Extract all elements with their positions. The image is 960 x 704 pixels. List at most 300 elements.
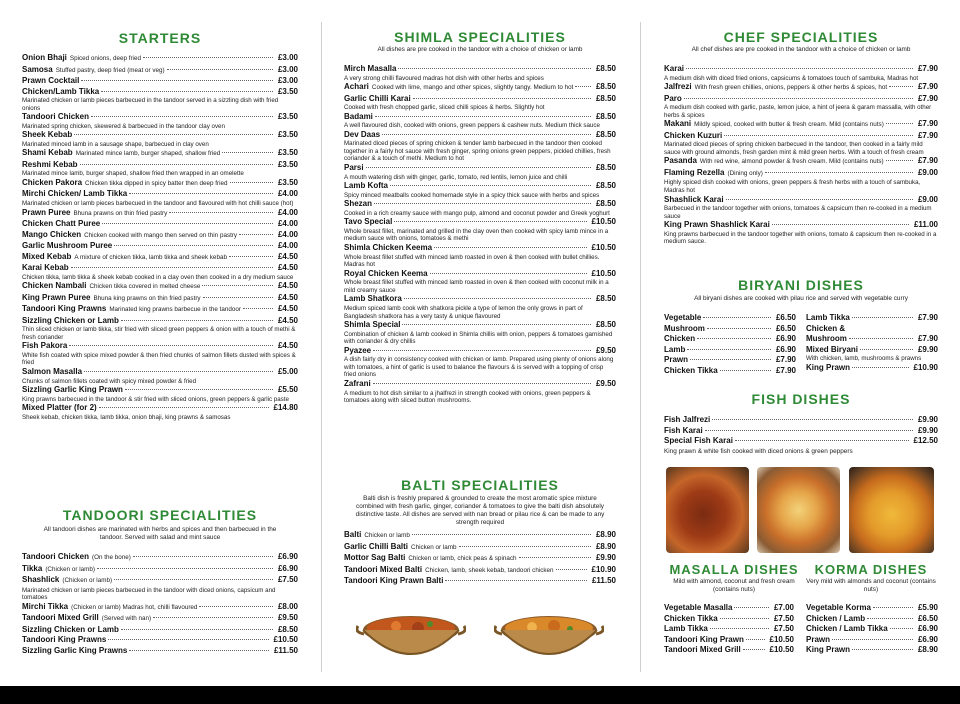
menu-item-name: Vegetable bbox=[664, 313, 702, 322]
dot-leader bbox=[860, 349, 913, 350]
menu-item-price: £3.50 bbox=[277, 112, 298, 122]
menu-item bbox=[22, 281, 298, 293]
dot-leader bbox=[121, 320, 273, 321]
dot-leader bbox=[97, 568, 273, 569]
biryani-left-list bbox=[664, 313, 796, 376]
menu-item-price: £10.90 bbox=[913, 362, 938, 372]
menu-item-name: Tandoori Mixed Balti bbox=[344, 564, 423, 574]
biryani-list bbox=[664, 313, 938, 376]
dot-leader bbox=[239, 234, 273, 235]
dot-leader bbox=[849, 338, 913, 339]
menu-item-note: King prawns barbecued in the tandoor together with onions, tomato & capsicum then re-cooked in a medium sauce. bbox=[664, 230, 937, 246]
food-photo-biryani bbox=[757, 467, 840, 553]
menu-item-price: £4.50 bbox=[277, 341, 298, 351]
menu-item-note: Barbecued in the tandoor together with onions, tomatoes & capsicum then re-cooked in a medium sauce bbox=[664, 205, 932, 220]
menu-item-row bbox=[344, 163, 616, 174]
menu-item bbox=[664, 131, 938, 157]
menu-item-name: Mushroom bbox=[664, 323, 705, 333]
menu-item bbox=[344, 199, 616, 217]
menu-item-price: £7.90 bbox=[917, 313, 938, 322]
menu-item bbox=[22, 304, 298, 316]
food-photo-fish bbox=[849, 467, 934, 553]
menu-item-row bbox=[344, 199, 616, 210]
menu-item bbox=[806, 603, 938, 614]
menu-item-row bbox=[344, 565, 616, 577]
menu-item-row bbox=[22, 87, 298, 98]
menu-item-price: £11.50 bbox=[273, 645, 298, 655]
menu-item bbox=[344, 181, 616, 199]
menu-item-note: Marinated mince lamb, burger shaped, shallow fried then wrapped in an omelette bbox=[22, 170, 244, 178]
biryani-right-list bbox=[806, 313, 938, 376]
masalla-heading: MASALLA DISHES bbox=[669, 562, 799, 577]
dot-leader bbox=[101, 91, 273, 92]
menu-item-note: Marinated minced lamb in a sausage shape, barbecued in clay oven bbox=[22, 140, 209, 148]
menu-item bbox=[344, 346, 616, 379]
menu-item-row bbox=[22, 230, 298, 242]
fish-note: King prawn & white fish cooked with diced onions & green peppers bbox=[664, 448, 853, 455]
menu-item-row bbox=[22, 293, 298, 305]
menu-item-name: Prawn Cocktail bbox=[22, 76, 80, 85]
menu-item-row bbox=[344, 346, 616, 357]
fish-list bbox=[664, 415, 938, 447]
menu-item bbox=[22, 76, 298, 87]
menu-item-row bbox=[22, 208, 298, 220]
menu-item-name: Mixed Platter (for 2) bbox=[22, 403, 97, 413]
menu-item-row bbox=[22, 575, 298, 587]
menu-item bbox=[22, 646, 298, 657]
menu-item bbox=[664, 220, 938, 246]
menu-item-price: £3.00 bbox=[277, 53, 298, 62]
menu-item-note: A medium dish cooked with garlic, paste, lemon juice, a hint of jeera & garam massalla, with other herbs & spices bbox=[664, 104, 932, 119]
menu-item-row bbox=[664, 624, 794, 635]
dot-leader bbox=[230, 182, 273, 183]
menu-item-price: £7.90 bbox=[917, 156, 938, 166]
dot-leader bbox=[108, 639, 268, 640]
menu-item bbox=[664, 82, 938, 94]
chef-heading: CHEF SPECIALITIES bbox=[723, 29, 879, 45]
menu-item bbox=[22, 148, 298, 160]
menu-item-note: With chicken, lamb, mushrooms & prawns bbox=[806, 355, 922, 362]
menu-item-description: (Chicken or lamb) Madras hot, chilli flavoured bbox=[71, 603, 198, 611]
menu-item-note: Whole breast fillet stuffed with minced lamb roasted in oven & then cooked with bullet chillies. Madras hot bbox=[344, 253, 600, 269]
menu-item-price: £9.50 bbox=[277, 613, 298, 623]
menu-item-price: £5.00 bbox=[277, 367, 298, 377]
tandoori-list bbox=[22, 552, 298, 656]
menu-item-note: Highly spiced dish cooked with onions, green peppers & fresh herbs with a touch of sambuka, Madras hot bbox=[664, 179, 921, 195]
menu-item-name: Mirchi Chicken/ Lamb Tikka bbox=[22, 189, 128, 199]
dot-leader bbox=[687, 349, 771, 350]
menu-item-row bbox=[344, 130, 616, 141]
menu-item-price: £9.90 bbox=[917, 344, 938, 354]
dot-leader bbox=[133, 556, 273, 557]
menu-item-row bbox=[806, 603, 938, 614]
dot-leader bbox=[519, 557, 591, 558]
menu-item-row bbox=[344, 82, 616, 94]
menu-item-row bbox=[806, 345, 938, 356]
menu-item-row bbox=[344, 294, 616, 305]
menu-item-row bbox=[22, 367, 298, 378]
menu-item bbox=[22, 252, 298, 264]
menu-item bbox=[22, 367, 298, 385]
menu-item-row bbox=[664, 614, 794, 625]
menu-item-name: Balti bbox=[344, 530, 362, 539]
menu-item-row bbox=[22, 148, 298, 160]
menu-item-name: Chicken Tikka bbox=[664, 365, 718, 375]
menu-item-name: Chicken/Lamb Tikka bbox=[22, 86, 100, 96]
menu-item-row bbox=[806, 363, 938, 374]
shimla-list bbox=[344, 64, 616, 405]
menu-item bbox=[664, 64, 938, 82]
menu-item-price: £8.50 bbox=[595, 64, 616, 73]
menu-item-row bbox=[344, 553, 616, 565]
menu-item-name: Paro bbox=[664, 93, 682, 103]
dot-leader bbox=[686, 68, 913, 69]
menu-item bbox=[344, 64, 616, 82]
menu-item-row bbox=[22, 76, 298, 87]
menu-item-name: Sizzling Chicken or Lamb bbox=[22, 624, 119, 634]
menu-item-name: King Prawn bbox=[806, 362, 851, 372]
menu-item-row bbox=[22, 625, 298, 636]
menu-item-name: Chicken bbox=[664, 334, 696, 343]
dot-leader bbox=[852, 317, 913, 318]
menu-item-name: Chicken Nambali bbox=[22, 281, 87, 291]
menu-item-name: Sizzling Garlic King Prawn bbox=[22, 385, 123, 395]
dot-leader bbox=[394, 221, 586, 222]
column-middle bbox=[344, 0, 616, 686]
menu-item-note: Sheek kebab, chicken tikka, lamb tikka, onion bhaji, king prawns & samosas bbox=[22, 413, 231, 421]
menu-item-name: Reshmi Kebab bbox=[22, 159, 78, 169]
masalla-subtitle: Mild with almond, coconut and fresh cream (contains nuts) bbox=[673, 578, 795, 593]
menu-item-price: £14.80 bbox=[273, 403, 298, 413]
dot-leader bbox=[890, 628, 913, 629]
menu-item-name: Mixed Biryani bbox=[806, 344, 859, 354]
menu-item-price: £7.50 bbox=[773, 613, 794, 623]
starters-list bbox=[22, 53, 298, 421]
column-right bbox=[664, 0, 938, 686]
menu-item-description: Marinated king prawns barbecue in the tandoor bbox=[109, 306, 241, 314]
menu-item-description: (Served with nan) bbox=[101, 615, 152, 623]
menu-item-price: £7.00 bbox=[773, 603, 794, 612]
dot-leader bbox=[746, 639, 765, 640]
dot-leader bbox=[889, 86, 913, 87]
menu-item bbox=[664, 119, 938, 131]
menu-item-row bbox=[806, 334, 938, 345]
dot-leader bbox=[71, 267, 273, 268]
menu-item-price: £6.90 bbox=[775, 344, 796, 354]
balti-subtitle: Balti dish is freshly prepared & grounded to create the most aromatic spice mixture combined with fresh garlic, ginger, coriander & tomatoes to give the balti dish absolutely distinctive taste. All dishes are served with nan bread or pilau rice & can be made to any strength required bbox=[355, 495, 605, 526]
menu-item-name: Shimla Special bbox=[344, 320, 401, 330]
menu-item-price: £7.90 bbox=[917, 119, 938, 129]
menu-item-name: Shashlick Karai bbox=[664, 194, 724, 204]
menu-item-note: A well flavoured dish, cooked with onions, green peppers & cashew nuts. Medium thick sauce bbox=[344, 122, 600, 130]
menu-item bbox=[22, 178, 298, 190]
dot-leader bbox=[125, 389, 273, 390]
menu-item bbox=[664, 624, 794, 635]
menu-item-row bbox=[664, 64, 938, 75]
dot-leader bbox=[412, 534, 591, 535]
dot-leader bbox=[129, 650, 269, 651]
menu-item-description: Mildly spiced, cooked with butter & fresh cream. Mild (contains nuts) bbox=[694, 121, 884, 129]
menu-item bbox=[22, 293, 298, 305]
menu-item-price: £8.50 bbox=[595, 181, 616, 191]
menu-item-row bbox=[344, 94, 616, 105]
dot-leader bbox=[402, 324, 591, 325]
dot-leader bbox=[81, 80, 273, 81]
menu-item bbox=[22, 241, 298, 252]
menu-item-name: King Prawn Puree bbox=[22, 292, 91, 302]
menu-item-price: £8.50 bbox=[595, 199, 616, 209]
menu-item-description: With fresh green chillies, onions, peppers & other herbs & spices, hot bbox=[694, 84, 888, 92]
menu-item-price: £7.90 bbox=[775, 365, 796, 375]
menu-item-row bbox=[22, 219, 298, 230]
menu-item-note: Cooked with fresh chopped garlic, sliced chilli spices & herbs. Slightly hot bbox=[344, 104, 545, 112]
menu-item-price: £4.00 bbox=[277, 229, 298, 239]
menu-item-price: £12.50 bbox=[913, 436, 938, 445]
menu-item-row bbox=[22, 403, 298, 414]
menu-item-price: £3.50 bbox=[277, 148, 298, 158]
menu-item bbox=[664, 645, 794, 656]
menu-item-name: Parsi bbox=[344, 163, 364, 173]
menu-item-name: Tandoori Mixed Grill bbox=[22, 613, 99, 623]
menu-item-name: Achari bbox=[344, 82, 369, 92]
biryani-heading: BIRYANI DISHES bbox=[738, 277, 864, 293]
menu-item bbox=[664, 156, 938, 168]
menu-item-price: £4.50 bbox=[277, 304, 298, 314]
menu-item-price: £8.50 bbox=[595, 320, 616, 330]
menu-item-description: (On the bone) bbox=[91, 554, 131, 561]
menu-item-name: Zafrani bbox=[344, 379, 371, 389]
menu-item-price: £9.90 bbox=[917, 425, 938, 435]
menu-item-description: Chicken or lamb, chick peas & spinach bbox=[408, 555, 517, 562]
menu-item-price: £4.50 bbox=[277, 263, 298, 273]
menu-item-price: £8.50 bbox=[595, 163, 616, 173]
dot-leader bbox=[720, 370, 771, 371]
menu-item-price: £3.50 bbox=[277, 177, 298, 187]
menu-item-price: £4.50 bbox=[277, 281, 298, 291]
menu-item bbox=[22, 53, 298, 65]
fish-heading: FISH DISHES bbox=[751, 391, 851, 407]
menu-item-name: Samosa bbox=[22, 64, 53, 74]
dot-leader bbox=[91, 116, 273, 117]
menu-item bbox=[22, 87, 298, 113]
menu-item-name: Vegetable Korma bbox=[806, 603, 871, 612]
menu-item-name: Tandoori Chicken bbox=[22, 112, 89, 122]
menu-item bbox=[664, 168, 938, 195]
menu-item bbox=[22, 230, 298, 242]
menu-item-price: £6.50 bbox=[775, 313, 796, 322]
dot-leader bbox=[413, 98, 591, 99]
menu-item-name: Mixed Kebab bbox=[22, 251, 72, 261]
dot-leader bbox=[772, 224, 909, 225]
menu-item-name: Garlic Chilli Balti bbox=[344, 541, 409, 551]
menu-item-price: £10.50 bbox=[769, 645, 794, 654]
menu-item-name: Prawn Puree bbox=[22, 207, 71, 217]
menu-item-price: £8.90 bbox=[595, 541, 616, 551]
menu-item-price: £7.90 bbox=[917, 130, 938, 140]
menu-item bbox=[344, 320, 616, 346]
menu-item-name: Lamb Kofta bbox=[344, 181, 388, 191]
menu-item-name: Garlic Mushroom Puree bbox=[22, 241, 113, 251]
balti-bowl-image-2 bbox=[494, 608, 604, 678]
menu-item-price: £4.00 bbox=[277, 241, 298, 251]
menu-item bbox=[22, 625, 298, 636]
menu-item-description: Bhuna king prawns on thin fried pastry bbox=[93, 294, 201, 302]
korma-list bbox=[806, 603, 938, 656]
dot-leader bbox=[404, 298, 591, 299]
dot-leader bbox=[84, 371, 273, 372]
menu-item bbox=[22, 552, 298, 564]
dot-leader bbox=[80, 164, 273, 165]
menu-item bbox=[664, 94, 938, 120]
menu-item-row bbox=[664, 426, 938, 437]
menu-item-row bbox=[344, 112, 616, 123]
dot-leader bbox=[382, 134, 591, 135]
menu-item-price: £4.00 bbox=[277, 207, 298, 217]
menu-item-name: Shezan bbox=[344, 199, 373, 209]
dot-leader bbox=[712, 419, 913, 420]
menu-item-note: Marinated diced pieces of spring chicken barbecued in the tandoor, then cooked in a fairly mild sauce with ground almonds, fresh garden mint & mild green herbs. With a touch of fresh cream bbox=[664, 141, 924, 156]
menu-item bbox=[664, 614, 794, 625]
korma-heading: KORMA DISHES bbox=[814, 562, 928, 577]
menu-item-row bbox=[22, 304, 298, 316]
dot-leader bbox=[886, 160, 913, 161]
menu-item-row bbox=[344, 320, 616, 331]
balti-bowl-image-1 bbox=[356, 608, 466, 678]
menu-item-row bbox=[22, 635, 298, 646]
menu-item bbox=[806, 624, 938, 635]
dot-leader bbox=[114, 245, 273, 246]
menu-item bbox=[344, 163, 616, 181]
menu-item-price: £9.00 bbox=[917, 194, 938, 204]
menu-item-name: Shimla Chicken Keema bbox=[344, 243, 433, 253]
menu-item-price: £10.50 bbox=[769, 634, 794, 644]
menu-item-note: Marinated chicken or lamb pieces barbecued in the tandoor served in a sizzling dish with fried onions bbox=[22, 97, 279, 112]
menu-item-price: £9.50 bbox=[595, 379, 616, 389]
dot-leader bbox=[114, 579, 273, 580]
dot-leader bbox=[243, 308, 273, 309]
menu-item-description: Chicken or lamb bbox=[411, 543, 457, 551]
dot-leader bbox=[102, 223, 273, 224]
menu-item-row bbox=[344, 269, 616, 280]
dot-leader bbox=[222, 152, 273, 153]
menu-item-row bbox=[664, 220, 938, 231]
menu-item-description: Marinated mince lamb, burger shaped, shallow fried bbox=[75, 150, 221, 158]
food-photo-curry bbox=[666, 467, 749, 553]
menu-item bbox=[22, 385, 298, 403]
menu-item-name: Royal Chicken Keema bbox=[344, 268, 428, 278]
menu-item-row bbox=[22, 646, 298, 657]
menu-item-row bbox=[22, 316, 298, 327]
menu-item-name: Flaming Rezella bbox=[664, 167, 725, 177]
menu-item bbox=[344, 576, 616, 587]
menu-item-row bbox=[664, 195, 938, 206]
menu-item-note: A medium to hot dish similar to a jhalfrezi in strength cooked with onions, green peppers & tomatoes along with sliced button mushrooms. bbox=[344, 389, 591, 405]
menu-item-row bbox=[664, 119, 938, 131]
dot-leader bbox=[375, 116, 591, 117]
menu-item bbox=[344, 379, 616, 405]
menu-item-price: £11.00 bbox=[913, 220, 938, 230]
menu-item-description: Chicken or lamb bbox=[364, 532, 410, 539]
menu-item bbox=[344, 82, 616, 94]
menu-item-note: White fish coated with spice mixed powder & then fried chunks of salmon fillets dusted with spices & fried bbox=[22, 351, 296, 367]
menu-item-name: Garlic Chilli Karai bbox=[344, 93, 411, 103]
menu-item-price: £10.90 bbox=[591, 564, 616, 574]
menu-item-name: Mushroom bbox=[806, 334, 847, 343]
dot-leader bbox=[867, 618, 913, 619]
menu-item-price: £7.90 bbox=[917, 64, 938, 73]
balti-list bbox=[344, 530, 616, 587]
menu-item-name: Tandoori Chicken bbox=[22, 552, 89, 561]
menu-item-price: £6.90 bbox=[775, 334, 796, 343]
menu-item-price: £9.50 bbox=[595, 345, 616, 355]
menu-item bbox=[664, 415, 938, 426]
menu-item-row bbox=[664, 313, 796, 324]
menu-item-name: Jalfrezi bbox=[664, 82, 692, 92]
menu-item-name: Tandoori Mixed Grill bbox=[664, 645, 741, 654]
menu-item-price: £6.90 bbox=[917, 624, 938, 633]
menu-item-name: Prawn bbox=[806, 634, 831, 644]
menu-item-name: Dev Daas bbox=[344, 129, 381, 139]
menu-item-description: (Chicken or lamb) bbox=[62, 577, 113, 584]
dot-leader bbox=[734, 607, 768, 608]
menu-item-price: £8.50 bbox=[595, 93, 616, 103]
column-left bbox=[22, 0, 298, 686]
dot-leader bbox=[167, 69, 273, 70]
menu-item bbox=[344, 542, 616, 554]
menu-item-price: £4.50 bbox=[277, 251, 298, 261]
menu-item-name: Tandoori King Prawns bbox=[22, 304, 107, 314]
menu-item-description: Chicken tikka covered in melted cheese bbox=[89, 283, 201, 291]
menu-item-name: Sizzling Garlic King Prawns bbox=[22, 645, 128, 655]
menu-item-price: £7.90 bbox=[917, 82, 938, 92]
menu-item-price: £8.00 bbox=[277, 601, 298, 611]
menu-item-note: Thin sliced chicken or lamb tikka, stir fried with sliced green peppers & onion with a touch of methi & fresh coriander bbox=[22, 326, 296, 341]
shimla-heading: SHIMLA SPECIALITIES bbox=[394, 29, 566, 45]
menu-item-row bbox=[22, 130, 298, 141]
menu-item-description: Bhuna prawns on thin fried pastry bbox=[73, 209, 168, 217]
dot-leader bbox=[169, 212, 273, 213]
menu-item-price: £10.50 bbox=[273, 635, 298, 645]
dot-leader bbox=[735, 440, 909, 441]
menu-item bbox=[22, 564, 298, 576]
menu-item-price: £4.50 bbox=[277, 292, 298, 302]
menu-item-description: Cooked with lime, mango and other spices, slightly tangy. Medium to hot bbox=[371, 84, 574, 92]
menu-item bbox=[22, 263, 298, 281]
dot-leader bbox=[203, 297, 273, 298]
menu-item-row bbox=[664, 156, 938, 168]
dot-leader bbox=[202, 285, 273, 286]
menu-item-row bbox=[22, 263, 298, 274]
menu-item-price: £6.50 bbox=[775, 323, 796, 333]
menu-item-name: Karai bbox=[664, 64, 685, 73]
menu-item-price: £8.90 bbox=[595, 530, 616, 539]
menu-item bbox=[22, 613, 298, 625]
menu-item-price: £4.00 bbox=[277, 189, 298, 199]
dot-leader bbox=[684, 98, 913, 99]
menu-item-row bbox=[664, 366, 796, 377]
menu-item-row bbox=[344, 64, 616, 75]
menu-item bbox=[22, 403, 298, 421]
menu-item-row bbox=[22, 241, 298, 252]
menu-item-row bbox=[344, 542, 616, 554]
menu-item-row bbox=[806, 635, 938, 646]
menu-item-description: (Chicken or lamb) bbox=[45, 565, 96, 573]
menu-item-name: Tandoori King Prawn bbox=[664, 634, 744, 644]
menu-item-price: £8.50 bbox=[595, 294, 616, 304]
menu-item bbox=[664, 195, 938, 221]
dot-leader bbox=[366, 167, 591, 168]
menu-item-name: Fish Pakora bbox=[22, 341, 68, 351]
